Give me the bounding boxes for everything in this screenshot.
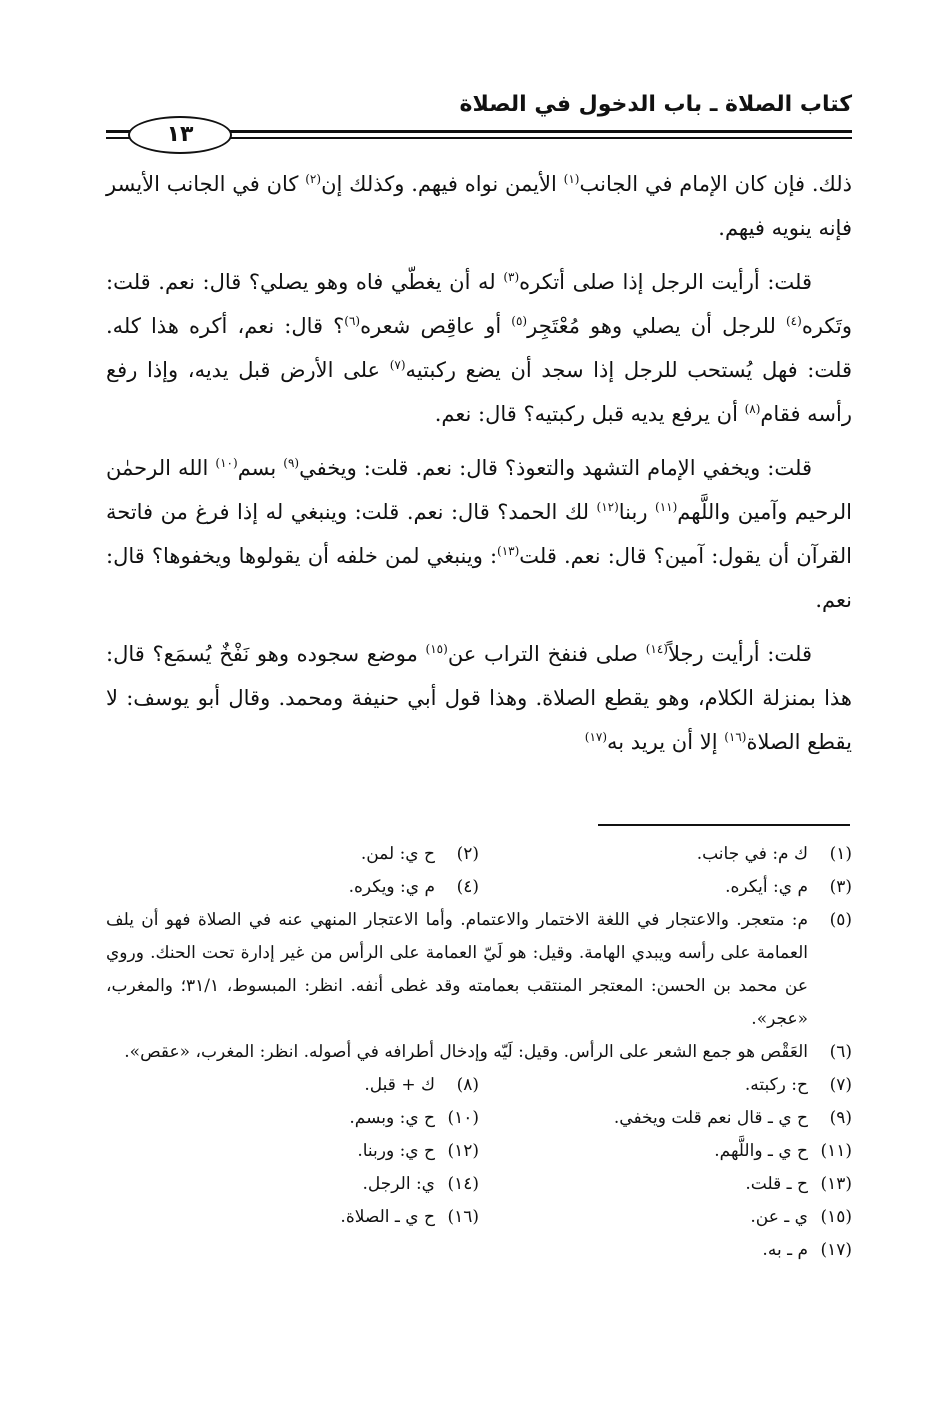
footnote-7 <box>479 1069 852 1102</box>
footnote-marker[interactable]: (١) <box>563 172 580 186</box>
footnote-number: (٣) <box>829 877 852 897</box>
footnote-marker[interactable]: (٣) <box>503 270 520 284</box>
footnote-marker[interactable]: (١٤) <box>645 642 668 656</box>
footnote-number: (١٠) <box>447 1108 479 1128</box>
text-segment: للرجل أن يصلي وهو مُعْتَجِر <box>527 314 786 338</box>
paragraph-4 <box>106 632 852 764</box>
text-segment: إلا أن يريد به <box>607 730 725 754</box>
footnote-5 <box>106 904 852 1036</box>
text-segment: : وينبغي لمن خلفه أن يقولوها ويخفوها؟ قال: نعم. <box>106 544 852 612</box>
footnote-text: ح: ركبته. <box>744 1075 808 1095</box>
footnote-number: (١١) <box>820 1141 852 1161</box>
paragraph-1 <box>106 162 852 250</box>
footnote-text: ي ـ عن. <box>750 1207 808 1227</box>
footnotes <box>106 838 852 1267</box>
footnote-15 <box>479 1201 852 1234</box>
footnote-marker[interactable]: (١٣) <box>497 544 520 558</box>
footnote-number: (١٣) <box>820 1174 852 1194</box>
footnote-13 <box>479 1168 852 1201</box>
footnote-16 <box>106 1201 479 1234</box>
footnote-marker[interactable]: (٧) <box>389 358 406 372</box>
footnote-4 <box>106 871 479 904</box>
footnote-marker[interactable]: (١٥) <box>425 642 448 656</box>
text-segment: بسم <box>237 456 284 480</box>
text-segment: الله الرحمٰن الرحيم وآمين واللَّهم <box>106 456 852 524</box>
footnote-marker[interactable]: (١٠) <box>215 456 238 470</box>
footnote-row <box>106 1102 852 1135</box>
footnote-number: (١٧) <box>820 1240 852 1260</box>
footnote-marker[interactable]: (٨) <box>744 402 761 416</box>
footnote-text: ح ي: وبسم. <box>349 1108 435 1128</box>
footnote-number: (٤) <box>456 877 479 897</box>
footnote-17 <box>479 1234 852 1267</box>
page-number-badge: ١٣ <box>128 116 232 154</box>
text-segment: ذلك. فإن كان الإمام في الجانب <box>579 172 852 196</box>
text-segment: أن يرفع يديه قبل ركبتيه؟ قال: نعم. <box>434 402 745 426</box>
paragraph-2 <box>106 260 852 436</box>
footnote-2 <box>106 838 479 871</box>
footnote-text: ح ي: وربنا. <box>357 1141 435 1161</box>
text-segment: الأيمن نواه فيهم. وكذلك إن <box>321 172 564 196</box>
text-segment: ربنا <box>618 500 656 524</box>
footnote-number: (١٥) <box>820 1207 852 1227</box>
footnote-number: (١) <box>829 844 852 864</box>
footnote-number: (١٤) <box>447 1174 479 1194</box>
footnote-number: (٦) <box>829 1042 852 1062</box>
footnote-number: (٩) <box>829 1108 852 1128</box>
running-header-title: كتاب الصلاة ـ باب الدخول في الصلاة <box>459 92 852 117</box>
footnote-number: (١٢) <box>447 1141 479 1161</box>
text-segment: أو عاقِص شعره <box>360 314 512 338</box>
footnote-1 <box>479 838 852 871</box>
footnote-separator <box>598 824 850 826</box>
text-segment: قلت: أرأيت رجلاً <box>667 642 812 666</box>
footnote-text: ي: الرجل. <box>362 1174 435 1194</box>
text-segment: له أن يغطّي فاه وهو يصلي؟ قال: نعم. قلت: وتَكره <box>106 270 852 338</box>
footnote-text: م: متعجر. والاعتجار في اللغة الاختمار والاعتمام. وأما الاعتجار المنهي عنه في الصلاة فهو أن يلف العمامة على رأسه ويبدي الهامة. وقيل: هو لَيّ العمامة على الرأس من غير إدارة تحت الحنك. وروي عن محمد بن الحسن: المعتجر المنتقب بعمامته وقد غطى أنفه. انظر: المبسوط، ٣١/١؛ والمغرب، «عجر». <box>106 910 809 1029</box>
footnote-row <box>106 871 852 904</box>
footnote-marker[interactable]: (١١) <box>655 500 678 514</box>
footnote-14 <box>106 1168 479 1201</box>
text-segment: على الأرض قبل يديه، وإذا رفع رأسه فقام <box>106 358 852 426</box>
footnote-text: العَقْص هو جمع الشعر على الرأس. وقيل: لَيّه وإدخال أطرافه في أصوله. انظر: المغرب، «عقص». <box>124 1042 808 1062</box>
footnote-marker[interactable]: (١٢) <box>596 500 619 514</box>
text-segment: صلى فنفخ التراب عن <box>447 642 646 666</box>
footnote-12 <box>106 1135 479 1168</box>
footnote-text: م ـ به. <box>762 1240 808 1260</box>
footnote-text: ح ي: لمن. <box>360 844 435 864</box>
footnote-number: (٨) <box>456 1075 479 1095</box>
text-segment: قلت: ويخفي الإمام التشهد والتعوذ؟ قال: نعم. قلت: ويخفي <box>299 456 812 480</box>
footnote-number: (٥) <box>829 910 852 930</box>
footnote-row <box>106 1135 852 1168</box>
footnote-marker[interactable]: (٤) <box>785 314 802 328</box>
footnote-text: ح ي ـ قال نعم قلت ويخفي. <box>613 1108 808 1128</box>
footnote-8 <box>106 1069 479 1102</box>
footnote-row <box>106 1234 852 1267</box>
footnote-number: (٧) <box>829 1075 852 1095</box>
footnote-text: ح ي ـ الصلاة. <box>340 1207 435 1227</box>
footnote-text: ح ي ـ واللَّهم. <box>714 1141 808 1161</box>
text-segment: قلت: أرأيت الرجل إذا صلى أتكره <box>519 270 813 294</box>
footnote-number: (١٦) <box>447 1207 479 1227</box>
footnote-row <box>106 1069 852 1102</box>
footnote-text: م ي: ويكره. <box>348 877 435 897</box>
footnote-marker[interactable]: (١٦) <box>724 730 747 744</box>
footnote-9 <box>479 1102 852 1135</box>
footnote-10 <box>106 1102 479 1135</box>
footnote-text: ح ـ قلت. <box>745 1174 808 1194</box>
footnote-row <box>106 1168 852 1201</box>
text-segment: ؟ قال: نعم، أكره هذا كله. قلت: فهل يُستحب للرجل إذا سجد أن يضع ركبتيه <box>106 314 852 382</box>
footnote-text: م ي: أيكره. <box>725 877 808 897</box>
text-segment: لك الحمد؟ قال: نعم. قلت: وينبغي له إذا فرغ من فاتحة القرآن أن يقول: آمين؟ قال: نعم. قلت <box>106 500 852 568</box>
footnote-number: (٢) <box>456 844 479 864</box>
footnote-11 <box>479 1135 852 1168</box>
footnote-marker[interactable]: (٢) <box>305 172 322 186</box>
paragraph-3 <box>106 446 852 622</box>
footnote-6 <box>106 1036 852 1069</box>
footnote-row <box>106 838 852 871</box>
main-text <box>106 162 852 774</box>
footnote-marker[interactable]: (٦) <box>344 314 361 328</box>
footnote-text: ك + قبل. <box>364 1075 435 1095</box>
text-segment: كان في الجانب الأيسر فإنه ينويه فيهم. <box>106 172 852 240</box>
footnote-row <box>106 1201 852 1234</box>
text-segment: موضع سجوده وهو نَفْخٌ يُسمَع؟ قال: هذا بمنزلة الكلام، وهو يقطع الصلاة. وهذا قول أبي حنيفة ومحمد. وقال أبو يوسف: لا يقطع الصلاة <box>106 642 852 754</box>
footnote-marker[interactable]: (١٧) <box>584 730 608 744</box>
footnote-text: ك م: في جانب. <box>696 844 808 864</box>
footnote-marker[interactable]: (٥) <box>511 314 528 328</box>
footnote-3 <box>479 871 852 904</box>
footnote-marker[interactable]: (٩) <box>283 456 300 470</box>
